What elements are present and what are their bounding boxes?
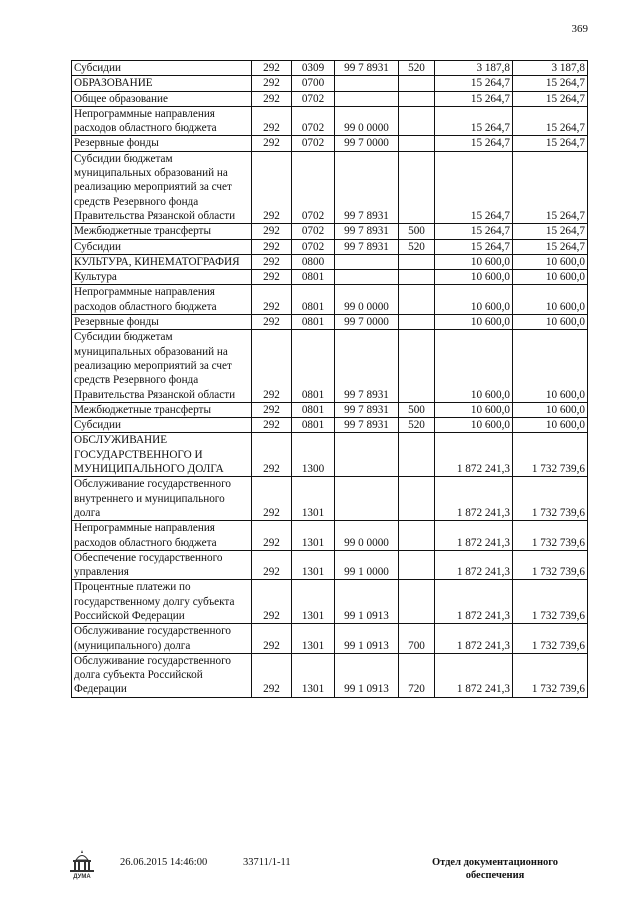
- cell-target-article: 99 1 0913: [335, 653, 399, 697]
- cell-section: 0309: [292, 61, 335, 76]
- cell-sum-2017: 15 264,7: [513, 106, 588, 136]
- cell-section: 0801: [292, 418, 335, 433]
- cell-name: Культура: [72, 270, 252, 285]
- cell-section: 1301: [292, 550, 335, 580]
- cell-name: ОБРАЗОВАНИЕ: [72, 76, 252, 91]
- table-row: [72, 151, 588, 223]
- cell-section: 0702: [292, 106, 335, 136]
- cell-sum-2017: 1 732 739,6: [513, 521, 588, 551]
- duma-logo: [67, 848, 97, 880]
- cell-target-article: 99 1 0000: [335, 550, 399, 580]
- cell-sum-2017: 1 732 739,6: [513, 580, 588, 624]
- table-row: [72, 61, 588, 76]
- cell-expense-type: [399, 521, 435, 551]
- table-row: [72, 550, 588, 580]
- cell-name: Обслуживание государственного долга субъекта Российской Федерации: [72, 653, 252, 697]
- cell-sum-2017: 15 264,7: [513, 224, 588, 239]
- cell-target-article: 99 7 0000: [335, 136, 399, 151]
- cell-ved: 292: [252, 330, 292, 402]
- cell-sum-2016: 3 187,8: [435, 61, 513, 76]
- cell-sum-2017: 1 732 739,6: [513, 477, 588, 521]
- cell-target-article: [335, 76, 399, 91]
- cell-sum-2016: 10 600,0: [435, 315, 513, 330]
- cell-target-article: 99 0 0000: [335, 521, 399, 551]
- cell-section: 0801: [292, 285, 335, 315]
- cell-ved: 292: [252, 61, 292, 76]
- cell-sum-2016: 1 872 241,3: [435, 653, 513, 697]
- cell-ved: 292: [252, 315, 292, 330]
- cell-sum-2016: 1 872 241,3: [435, 624, 513, 654]
- cell-section: 1301: [292, 580, 335, 624]
- cell-section: 1300: [292, 433, 335, 477]
- cell-expense-type: [399, 270, 435, 285]
- cell-sum-2017: 10 600,0: [513, 402, 588, 417]
- cell-target-article: 99 1 0913: [335, 580, 399, 624]
- cell-ved: 292: [252, 477, 292, 521]
- cell-name: Субсидии бюджетам муниципальных образований на реализацию мероприятий за счет средств Резервного фонда Правительства Рязанской области: [72, 330, 252, 402]
- cell-section: 1301: [292, 521, 335, 551]
- cell-expense-type: [399, 433, 435, 477]
- cell-sum-2016: 10 600,0: [435, 418, 513, 433]
- table-row: [72, 477, 588, 521]
- table-row: [72, 521, 588, 551]
- cell-ved: 292: [252, 239, 292, 254]
- cell-ved: 292: [252, 106, 292, 136]
- cell-name: Обеспечение государственного управления: [72, 550, 252, 580]
- cell-expense-type: 520: [399, 61, 435, 76]
- cell-ved: 292: [252, 91, 292, 106]
- cell-target-article: 99 0 0000: [335, 106, 399, 136]
- cell-section: 0702: [292, 91, 335, 106]
- table-row: [72, 224, 588, 239]
- cell-expense-type: [399, 477, 435, 521]
- cell-sum-2016: 15 264,7: [435, 106, 513, 136]
- cell-section: 0801: [292, 315, 335, 330]
- footer-department: Отдел документационного обеспечения: [431, 857, 559, 881]
- cell-ved: 292: [252, 653, 292, 697]
- cell-name: Субсидии: [72, 61, 252, 76]
- cell-expense-type: [399, 315, 435, 330]
- cell-sum-2016: 1 872 241,3: [435, 550, 513, 580]
- table-row: [72, 402, 588, 417]
- cell-name: ОБСЛУЖИВАНИЕ ГОСУДАРСТВЕННОГО И МУНИЦИПАЛЬНОГО ДОЛГА: [72, 433, 252, 477]
- cell-target-article: 99 7 8931: [335, 61, 399, 76]
- cell-sum-2016: 15 264,7: [435, 151, 513, 223]
- cell-name: Непрограммные направления расходов областного бюджета: [72, 285, 252, 315]
- footer-datetime: 26.06.2015 14:46:00: [120, 857, 208, 868]
- cell-ved: 292: [252, 136, 292, 151]
- cell-ved: 292: [252, 550, 292, 580]
- cell-sum-2016: 10 600,0: [435, 285, 513, 315]
- cell-expense-type: 720: [399, 653, 435, 697]
- cell-section: 0801: [292, 330, 335, 402]
- cell-name: Процентные платежи по государственному долгу субъекта Российской Федерации: [72, 580, 252, 624]
- cell-target-article: [335, 477, 399, 521]
- cell-section: 1301: [292, 477, 335, 521]
- cell-expense-type: [399, 136, 435, 151]
- cell-sum-2017: 15 264,7: [513, 76, 588, 91]
- cell-section: 1301: [292, 624, 335, 654]
- cell-sum-2016: 10 600,0: [435, 254, 513, 269]
- cell-target-article: 99 7 8931: [335, 151, 399, 223]
- cell-name: Обслуживание государственного (муниципального) долга: [72, 624, 252, 654]
- table-row: [72, 270, 588, 285]
- cell-ved: 292: [252, 270, 292, 285]
- cell-target-article: 99 7 8931: [335, 330, 399, 402]
- cell-expense-type: 520: [399, 418, 435, 433]
- table-row: [72, 91, 588, 106]
- cell-sum-2017: 10 600,0: [513, 254, 588, 269]
- cell-name: Обслуживание государственного внутреннего и муниципального долга: [72, 477, 252, 521]
- cell-sum-2017: 10 600,0: [513, 285, 588, 315]
- cell-section: 0801: [292, 402, 335, 417]
- cell-expense-type: 500: [399, 402, 435, 417]
- cell-sum-2016: 15 264,7: [435, 239, 513, 254]
- cell-expense-type: 500: [399, 224, 435, 239]
- cell-name: Резервные фонды: [72, 315, 252, 330]
- cell-ved: 292: [252, 433, 292, 477]
- table-row: [72, 418, 588, 433]
- cell-sum-2016: 10 600,0: [435, 330, 513, 402]
- cell-target-article: 99 7 8931: [335, 418, 399, 433]
- cell-target-article: 99 1 0913: [335, 624, 399, 654]
- cell-target-article: 99 7 0000: [335, 315, 399, 330]
- cell-ved: 292: [252, 521, 292, 551]
- cell-section: 0801: [292, 270, 335, 285]
- cell-sum-2016: 15 264,7: [435, 224, 513, 239]
- cell-expense-type: [399, 580, 435, 624]
- cell-section: 0702: [292, 136, 335, 151]
- cell-sum-2017: 10 600,0: [513, 270, 588, 285]
- table-row: [72, 315, 588, 330]
- cell-sum-2016: 15 264,7: [435, 136, 513, 151]
- cell-sum-2017: 15 264,7: [513, 91, 588, 106]
- cell-sum-2016: 15 264,7: [435, 76, 513, 91]
- cell-target-article: [335, 270, 399, 285]
- cell-sum-2017: 10 600,0: [513, 330, 588, 402]
- cell-name: Межбюджетные трансферты: [72, 224, 252, 239]
- table-row: [72, 76, 588, 91]
- table-row: [72, 330, 588, 402]
- budget-table: [71, 60, 588, 698]
- table-row: [72, 106, 588, 136]
- cell-sum-2017: 1 732 739,6: [513, 653, 588, 697]
- cell-ved: 292: [252, 402, 292, 417]
- cell-name: Субсидии бюджетам муниципальных образований на реализацию мероприятий за счет средств Резервного фонда Правительства Рязанской области: [72, 151, 252, 223]
- logo-text: ДУМА: [73, 874, 91, 880]
- cell-sum-2017: 1 732 739,6: [513, 433, 588, 477]
- cell-sum-2017: 15 264,7: [513, 136, 588, 151]
- cell-expense-type: [399, 151, 435, 223]
- cell-name: Общее образование: [72, 91, 252, 106]
- table-row: [72, 624, 588, 654]
- cell-expense-type: 520: [399, 239, 435, 254]
- cell-expense-type: [399, 254, 435, 269]
- cell-name: КУЛЬТУРА, КИНЕМАТОГРАФИЯ: [72, 254, 252, 269]
- cell-target-article: 99 7 8931: [335, 402, 399, 417]
- cell-sum-2016: 1 872 241,3: [435, 477, 513, 521]
- cell-name: Субсидии: [72, 418, 252, 433]
- cell-target-article: 99 7 8931: [335, 224, 399, 239]
- cell-name: Непрограммные направления расходов областного бюджета: [72, 106, 252, 136]
- table-row: [72, 254, 588, 269]
- cell-name: Субсидии: [72, 239, 252, 254]
- cell-section: 0702: [292, 224, 335, 239]
- table-row: [72, 653, 588, 697]
- cell-section: 1301: [292, 653, 335, 697]
- cell-expense-type: [399, 76, 435, 91]
- cell-ved: 292: [252, 224, 292, 239]
- cell-section: 0800: [292, 254, 335, 269]
- cell-ved: 292: [252, 418, 292, 433]
- cell-sum-2016: 15 264,7: [435, 91, 513, 106]
- table-body: [72, 61, 588, 698]
- cell-name: Непрограммные направления расходов областного бюджета: [72, 521, 252, 551]
- cell-name: Резервные фонды: [72, 136, 252, 151]
- cell-sum-2017: 15 264,7: [513, 239, 588, 254]
- cell-ved: 292: [252, 580, 292, 624]
- page-number: 369: [571, 23, 588, 35]
- cell-target-article: 99 7 8931: [335, 239, 399, 254]
- cell-expense-type: [399, 91, 435, 106]
- cell-ved: 292: [252, 624, 292, 654]
- cell-section: 0702: [292, 151, 335, 223]
- cell-expense-type: [399, 106, 435, 136]
- table-row: [72, 285, 588, 315]
- cell-name: Межбюджетные трансферты: [72, 402, 252, 417]
- cell-sum-2017: 3 187,8: [513, 61, 588, 76]
- table-row: [72, 433, 588, 477]
- cell-target-article: [335, 433, 399, 477]
- cell-expense-type: [399, 285, 435, 315]
- cell-ved: 292: [252, 76, 292, 91]
- cell-target-article: [335, 91, 399, 106]
- cell-sum-2017: 15 264,7: [513, 151, 588, 223]
- cell-ved: 292: [252, 254, 292, 269]
- cell-sum-2017: 1 732 739,6: [513, 550, 588, 580]
- cell-sum-2016: 10 600,0: [435, 402, 513, 417]
- cell-sum-2017: 10 600,0: [513, 315, 588, 330]
- cell-sum-2016: 1 872 241,3: [435, 580, 513, 624]
- cell-sum-2017: 10 600,0: [513, 418, 588, 433]
- cell-target-article: [335, 254, 399, 269]
- cell-ved: 292: [252, 285, 292, 315]
- cell-expense-type: [399, 550, 435, 580]
- footer-doc-code: 33711/1-11: [243, 857, 291, 868]
- cell-expense-type: 700: [399, 624, 435, 654]
- cell-section: 0702: [292, 239, 335, 254]
- table-row: [72, 580, 588, 624]
- cell-expense-type: [399, 330, 435, 402]
- cell-sum-2016: 1 872 241,3: [435, 433, 513, 477]
- cell-target-article: 99 0 0000: [335, 285, 399, 315]
- cell-sum-2017: 1 732 739,6: [513, 624, 588, 654]
- table-row: [72, 239, 588, 254]
- cell-section: 0700: [292, 76, 335, 91]
- cell-sum-2016: 1 872 241,3: [435, 521, 513, 551]
- cell-sum-2016: 10 600,0: [435, 270, 513, 285]
- table-row: [72, 136, 588, 151]
- cell-ved: 292: [252, 151, 292, 223]
